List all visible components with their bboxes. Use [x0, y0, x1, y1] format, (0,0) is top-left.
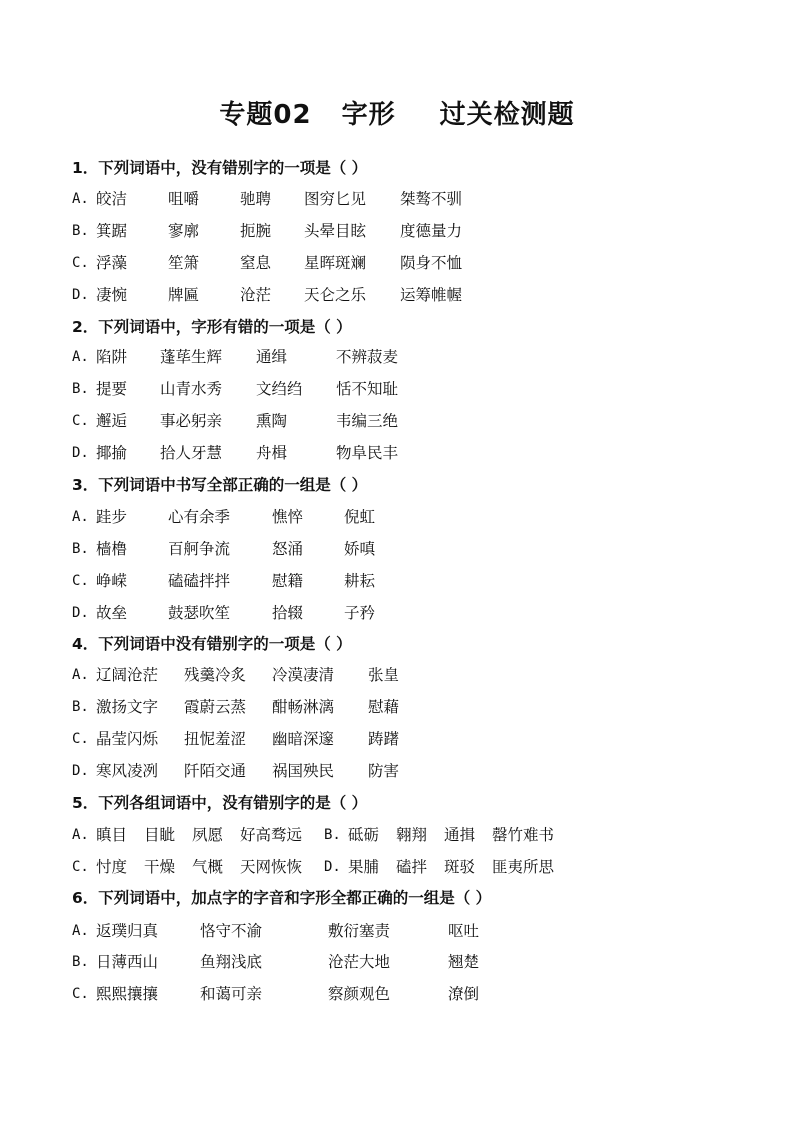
option-word: 蓬荜生辉 — [160, 348, 223, 366]
question-6-stem: 6．下列词语中，加点字的字音和字形全都正确的一组是（ ） — [72, 889, 492, 907]
question-2-option-row — [72, 410, 732, 432]
option-label: D. — [72, 445, 89, 461]
option-word: 娇嗔 — [344, 540, 376, 558]
option-word: 峥嵘 — [96, 572, 128, 590]
option-word: 察颜观色 — [328, 985, 391, 1003]
option-label: C. — [72, 731, 89, 747]
question-1-option-row — [72, 284, 732, 306]
option-word: 图穷匕见 — [304, 190, 367, 208]
option-word: 踌躇 — [368, 730, 400, 748]
option-label: C. — [72, 986, 89, 1002]
option-word: 晶莹闪烁 — [96, 730, 159, 748]
question-1-option-row — [72, 252, 732, 274]
option-label: C. — [72, 859, 89, 875]
title-part-3: 过关检测题 — [439, 100, 575, 130]
option-word: 咀嚼 — [168, 190, 200, 208]
option-word: 韦编三绝 — [336, 412, 399, 430]
option-word: 倪虹 — [344, 508, 376, 526]
option-word: 沧茫 — [240, 286, 272, 304]
option-word: 樯橹 — [96, 540, 128, 558]
option-word: 憔悴 — [272, 508, 304, 526]
question-2-option-row — [72, 442, 732, 464]
option-word: 磕拌 — [396, 858, 428, 876]
option-word: 霞蔚云蒸 — [184, 698, 247, 716]
option-word: 酣畅淋漓 — [272, 698, 335, 716]
option-label: C. — [72, 413, 89, 429]
option-word: 揶揄 — [96, 444, 128, 462]
option-label: D. — [72, 763, 89, 779]
option-word: 果脯 — [348, 858, 380, 876]
option-word: 度德量力 — [400, 222, 463, 240]
question-4-option-row — [72, 728, 732, 750]
question-4-stem: 4．下列词语中没有错别字的一项是（ ） — [72, 635, 352, 653]
question-2-stem: 2．下列词语中，字形有错的一项是（ ） — [72, 318, 352, 336]
option-word: 翱翔 — [396, 826, 428, 844]
question-1-stem: 1．下列词语中，没有错别字的一项是（ ） — [72, 159, 368, 177]
option-label: A. — [72, 667, 89, 683]
option-word: 山青水秀 — [160, 380, 223, 398]
question-3-option-row — [72, 506, 732, 528]
option-label: D. — [72, 605, 89, 621]
option-word: 冷漠凄清 — [272, 666, 335, 684]
option-word: 匪夷所思 — [492, 858, 555, 876]
option-word: 返璞归真 — [96, 922, 159, 940]
option-word: 牌匾 — [168, 286, 200, 304]
option-word: 激扬文字 — [96, 698, 159, 716]
option-word: 箕踞 — [96, 222, 128, 240]
option-word: 斑驳 — [444, 858, 476, 876]
question-6-option-row — [72, 951, 732, 973]
option-word: 故垒 — [96, 604, 128, 622]
question-5-option-row — [72, 856, 732, 878]
option-label: A. — [72, 827, 89, 843]
option-label: A. — [72, 509, 89, 525]
option-word: 防害 — [368, 762, 400, 780]
option-word: 恪守不渝 — [200, 922, 263, 940]
option-word: 慰籍 — [272, 572, 304, 590]
option-word: 目眦 — [144, 826, 176, 844]
option-word: 忖度 — [96, 858, 128, 876]
question-4-option-row — [72, 760, 732, 782]
option-word: 砥砺 — [348, 826, 380, 844]
option-word: 事必躬亲 — [160, 412, 223, 430]
option-word: 祸国殃民 — [272, 762, 335, 780]
option-word: 干燥 — [144, 858, 176, 876]
question-2-option-row — [72, 346, 732, 368]
option-label: B. — [72, 223, 89, 239]
option-word: 窒息 — [240, 254, 272, 272]
option-label: A. — [72, 349, 89, 365]
question-1-option-row — [72, 220, 732, 242]
option-word: 邂逅 — [96, 412, 128, 430]
title-part-2: 字形 — [341, 100, 396, 130]
option-word: 笙箫 — [168, 254, 200, 272]
option-word: 扼腕 — [240, 222, 272, 240]
option-word: 磕磕拌拌 — [168, 572, 231, 590]
option-word: 驰聘 — [240, 190, 272, 208]
option-word: 怒涌 — [272, 540, 304, 558]
option-word: 和蔼可亲 — [200, 985, 263, 1003]
page-title — [0, 94, 794, 131]
option-word: 拾人牙慧 — [160, 444, 223, 462]
option-word: 阡陌交通 — [184, 762, 247, 780]
option-word: 熏陶 — [256, 412, 288, 430]
option-label: C. — [72, 255, 89, 271]
title-part-1: 专题02 — [219, 100, 312, 130]
option-label: C. — [72, 573, 89, 589]
option-word: 寥廓 — [168, 222, 200, 240]
option-word: 子矜 — [344, 604, 376, 622]
option-word: 呕吐 — [448, 922, 480, 940]
option-label: B. — [72, 541, 89, 557]
option-word: 陷阱 — [96, 348, 128, 366]
option-word: 拾辍 — [272, 604, 304, 622]
question-4-option-row — [72, 664, 732, 686]
option-word: 凄惋 — [96, 286, 128, 304]
option-word: 通揖 — [444, 826, 476, 844]
option-word: 浮藻 — [96, 254, 128, 272]
option-word: 运筹帷幄 — [400, 286, 463, 304]
option-word: 物阜民丰 — [336, 444, 399, 462]
option-label: B. — [72, 699, 89, 715]
option-label: B. — [72, 381, 89, 397]
option-word: 沧茫大地 — [328, 953, 391, 971]
question-2-option-row — [72, 378, 732, 400]
option-word: 星晖斑斓 — [304, 254, 367, 272]
option-word: 头晕目眩 — [304, 222, 367, 240]
question-3-option-row — [72, 538, 732, 560]
option-word: 翘楚 — [448, 953, 480, 971]
option-word: 提要 — [96, 380, 128, 398]
option-word: 残羹冷炙 — [184, 666, 247, 684]
option-label: B. — [324, 827, 341, 843]
option-word: 幽暗深邃 — [272, 730, 335, 748]
option-word: 敷衍塞责 — [328, 922, 391, 940]
option-word: 舟楫 — [256, 444, 288, 462]
option-word: 陨身不恤 — [400, 254, 463, 272]
option-word: 跬步 — [96, 508, 128, 526]
option-label: A. — [72, 191, 89, 207]
option-label: D. — [72, 287, 89, 303]
option-word: 鼓瑟吹笙 — [168, 604, 231, 622]
question-1-option-row — [72, 188, 732, 210]
option-label: A. — [72, 923, 89, 939]
option-word: 好高骛远 — [240, 826, 303, 844]
option-word: 张皇 — [368, 666, 400, 684]
option-word: 夙愿 — [192, 826, 224, 844]
option-word: 天网恢恢 — [240, 858, 303, 876]
option-word: 天仑之乐 — [304, 286, 367, 304]
option-word: 瞋目 — [96, 826, 128, 844]
option-word: 心有余季 — [168, 508, 231, 526]
option-word: 寒风凌冽 — [96, 762, 159, 780]
option-word: 通缉 — [256, 348, 288, 366]
option-label: B. — [72, 954, 89, 970]
option-word: 日薄西山 — [96, 953, 159, 971]
option-word: 百舸争流 — [168, 540, 231, 558]
question-5-stem: 5．下列各组词语中，没有错别字的是（ ） — [72, 794, 368, 812]
option-word: 恬不知耻 — [336, 380, 399, 398]
option-label: D. — [324, 859, 341, 875]
option-word: 扭怩羞涩 — [184, 730, 247, 748]
question-3-stem: 3．下列词语中书写全部正确的一组是（ ） — [72, 476, 368, 494]
option-word: 慰藉 — [368, 698, 400, 716]
option-word: 桀骜不驯 — [400, 190, 463, 208]
question-4-option-row — [72, 696, 732, 718]
option-word: 气概 — [192, 858, 224, 876]
question-3-option-row — [72, 570, 732, 592]
option-word: 皎洁 — [96, 190, 128, 208]
question-6-option-row — [72, 983, 732, 1005]
option-word: 熙熙攘攘 — [96, 985, 159, 1003]
question-3-option-row — [72, 602, 732, 624]
option-word: 鱼翔浅底 — [200, 953, 263, 971]
option-word: 潦倒 — [448, 985, 480, 1003]
option-word: 不辨菽麦 — [336, 348, 399, 366]
option-word: 耕耘 — [344, 572, 376, 590]
question-6-option-row — [72, 920, 732, 942]
question-5-option-row — [72, 824, 732, 846]
option-word: 文绉绉 — [256, 380, 303, 398]
option-word: 辽阔沧茫 — [96, 666, 159, 684]
option-word: 罄竹难书 — [492, 826, 555, 844]
